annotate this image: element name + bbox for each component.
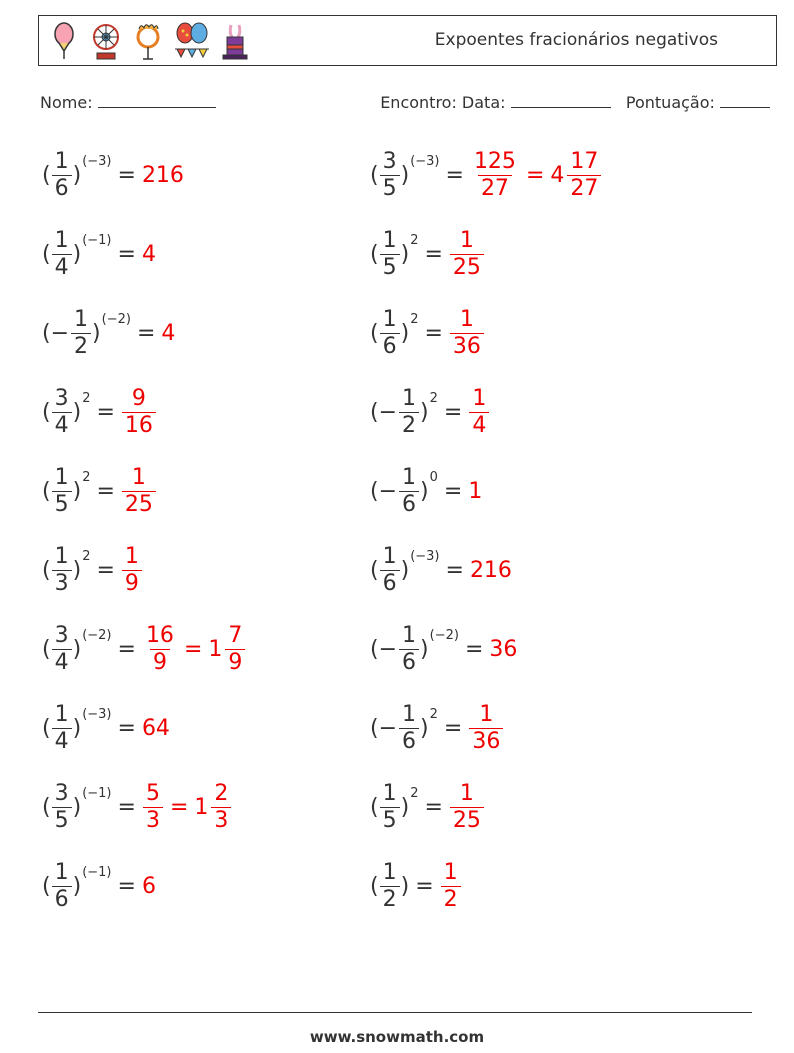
denominator: 27	[567, 175, 601, 202]
open-paren: (	[42, 478, 51, 504]
mixed-fraction	[567, 149, 601, 202]
open-paren: (	[370, 241, 379, 267]
answer	[489, 637, 517, 662]
negative-sign: −	[378, 399, 398, 425]
close-paren: )	[400, 241, 410, 267]
base-fraction	[399, 465, 419, 518]
open-paren: (	[370, 399, 379, 425]
answer-equals: =	[525, 162, 545, 188]
answer-equals: =	[183, 636, 203, 662]
footer-divider	[38, 1012, 752, 1013]
denominator: 5	[380, 254, 400, 281]
denominator: 6	[52, 175, 72, 202]
answer-integer: 6	[141, 873, 156, 899]
base-fraction	[380, 228, 400, 281]
footer-url: www.snowmath.com	[309, 1028, 485, 1046]
problem-9	[42, 461, 157, 521]
answer-fraction	[122, 465, 156, 518]
numerator: 16	[145, 622, 174, 648]
numerator: 1	[459, 227, 474, 253]
answer-integer: 4	[161, 320, 176, 346]
numerator: 1	[459, 780, 474, 806]
numerator: 1	[472, 385, 487, 411]
equals-sign: =	[96, 399, 115, 425]
problem-20	[370, 856, 462, 916]
numerator: 1	[382, 859, 397, 885]
exponent: (−2)	[82, 627, 112, 643]
numerator: 1	[54, 543, 69, 569]
answer	[468, 479, 482, 504]
answer-equals: =	[169, 794, 189, 820]
fire-ring-icon	[133, 21, 163, 61]
problem-19	[42, 856, 156, 916]
denominator: 3	[143, 807, 163, 834]
meeting-label: Encontro: Data:	[380, 93, 506, 112]
base-fraction	[380, 307, 400, 360]
base-fraction	[52, 623, 72, 676]
exponent: (−3)	[410, 153, 440, 169]
numerator: 1	[54, 464, 69, 490]
exponent: 2	[82, 548, 91, 564]
base-fraction	[399, 702, 419, 755]
problem-18	[370, 777, 485, 837]
exponent: 2	[410, 232, 419, 248]
denominator: 2	[399, 412, 419, 439]
mixed-whole: 1	[208, 636, 223, 662]
close-paren: )	[400, 320, 410, 346]
base-fraction	[52, 544, 72, 597]
answer	[449, 307, 485, 360]
score-label: Pontuação:	[625, 93, 715, 112]
equals-sign: =	[117, 794, 136, 820]
problem-15	[42, 698, 170, 758]
open-paren: (	[370, 715, 379, 741]
numerator: 1	[382, 780, 397, 806]
balloons-icon	[173, 21, 211, 61]
answer-fraction	[469, 702, 503, 755]
answer-integer: 216	[141, 162, 184, 188]
numerator: 1	[74, 306, 89, 332]
base-fraction	[380, 149, 400, 202]
close-paren: )	[72, 241, 82, 267]
denominator: 3	[52, 570, 72, 597]
base-fraction	[52, 781, 72, 834]
open-paren: (	[42, 399, 51, 425]
problem-12	[370, 540, 512, 600]
cotton-candy-icon	[49, 21, 79, 61]
close-paren: )	[72, 873, 82, 899]
problem-17	[42, 777, 232, 837]
exponent: (−1)	[82, 785, 112, 801]
numerator: 3	[54, 622, 69, 648]
header-box	[38, 15, 777, 66]
mixed-whole: 1	[194, 794, 209, 820]
answer	[468, 386, 490, 439]
problem-16	[370, 698, 504, 758]
denominator: 9	[225, 649, 245, 676]
denominator: 3	[211, 807, 231, 834]
base-fraction	[399, 386, 419, 439]
close-paren: )	[72, 715, 82, 741]
equals-sign: =	[117, 873, 136, 899]
equals-sign: =	[424, 241, 443, 267]
problem-7	[42, 382, 157, 442]
equals-sign: =	[443, 399, 463, 425]
exponent: (−1)	[82, 864, 112, 880]
answer	[121, 544, 143, 597]
answer	[142, 163, 184, 188]
close-paren: )	[420, 636, 429, 662]
numerator: 1	[382, 227, 397, 253]
problem-10	[370, 461, 482, 521]
close-paren: )	[400, 873, 410, 899]
open-paren: (	[370, 636, 379, 662]
denominator: 27	[478, 175, 512, 202]
open-paren: (	[370, 873, 379, 899]
header-icons	[49, 21, 249, 61]
negative-sign: −	[378, 636, 398, 662]
problem-4	[370, 224, 485, 284]
meeting-score-fields	[380, 93, 770, 112]
numerator: 1	[402, 385, 417, 411]
denominator: 2	[71, 333, 91, 360]
equals-sign: =	[424, 320, 443, 346]
numerator: 1	[382, 543, 397, 569]
base-fraction	[52, 465, 72, 518]
answer-fraction	[450, 307, 484, 360]
problem-2	[370, 145, 602, 205]
exponent: (−3)	[82, 153, 112, 169]
denominator: 5	[52, 491, 72, 518]
close-paren: )	[420, 399, 429, 425]
answer-integer: 36	[489, 636, 518, 662]
open-paren: (	[42, 557, 51, 583]
denominator: 6	[399, 728, 419, 755]
mixed-whole: 4	[550, 162, 565, 188]
equals-sign: =	[117, 241, 136, 267]
exponent: 2	[82, 390, 91, 406]
problem-6	[370, 303, 485, 363]
numerator: 7	[228, 622, 243, 648]
denominator: 6	[380, 570, 400, 597]
denominator: 25	[122, 491, 156, 518]
numerator: 9	[131, 385, 146, 411]
score-blank[interactable]	[720, 93, 770, 108]
close-paren: )	[72, 794, 82, 820]
equals-sign: =	[443, 715, 463, 741]
close-paren: )	[72, 399, 82, 425]
problem-5	[42, 303, 175, 363]
close-paren: )	[72, 478, 82, 504]
denominator: 4	[52, 412, 72, 439]
open-paren: (	[42, 873, 51, 899]
numerator: 3	[54, 780, 69, 806]
exponent: (−2)	[429, 627, 459, 643]
answer	[440, 860, 462, 913]
numerator: 17	[570, 148, 599, 174]
numerator: 2	[214, 780, 229, 806]
numerator: 1	[54, 859, 69, 885]
equals-sign: =	[445, 557, 464, 583]
denominator: 4	[52, 254, 72, 281]
magic-hat-icon	[221, 21, 249, 61]
close-paren: )	[400, 557, 410, 583]
denominator: 9	[150, 649, 170, 676]
problem-13	[42, 619, 246, 679]
ferris-wheel-icon	[89, 21, 123, 61]
denominator: 6	[399, 649, 419, 676]
equals-sign: =	[443, 478, 463, 504]
close-paren: )	[72, 636, 82, 662]
answer	[449, 228, 485, 281]
answer-integer: 216	[469, 557, 512, 583]
answer	[142, 623, 246, 676]
denominator: 6	[399, 491, 419, 518]
equals-sign: =	[415, 873, 434, 899]
open-paren: (	[370, 478, 379, 504]
negative-sign: −	[378, 715, 398, 741]
base-fraction	[52, 149, 72, 202]
base-fraction	[52, 228, 72, 281]
negative-sign: −	[378, 478, 398, 504]
problem-3	[42, 224, 156, 284]
close-paren: )	[72, 162, 82, 188]
denominator: 16	[122, 412, 156, 439]
exponent: 0	[429, 469, 438, 485]
denominator: 5	[380, 807, 400, 834]
answer-integer: 1	[468, 478, 483, 504]
numerator: 1	[402, 622, 417, 648]
denominator: 4	[469, 412, 489, 439]
answer	[142, 716, 170, 741]
exponent: (−3)	[410, 548, 440, 564]
answer-fraction	[441, 860, 461, 913]
open-paren: (	[42, 241, 51, 267]
open-paren: (	[42, 320, 51, 346]
denominator: 25	[450, 254, 484, 281]
base-fraction	[52, 860, 72, 913]
worksheet-title: Expoentes fracionários negativos	[434, 30, 718, 50]
open-paren: (	[370, 557, 379, 583]
denominator: 2	[441, 886, 461, 913]
denominator: 4	[52, 728, 72, 755]
mixed-fraction	[225, 623, 245, 676]
answer-fraction	[469, 386, 489, 439]
exponent: (−1)	[82, 232, 112, 248]
exponent: 2	[429, 390, 438, 406]
answer-integer: 64	[141, 715, 170, 741]
close-paren: )	[92, 320, 101, 346]
denominator: 25	[450, 807, 484, 834]
base-fraction	[380, 781, 400, 834]
answer-fraction	[471, 149, 519, 202]
exponent: 2	[410, 311, 419, 327]
numerator: 1	[54, 701, 69, 727]
denominator: 5	[52, 807, 72, 834]
numerator: 3	[382, 148, 397, 174]
numerator: 1	[382, 306, 397, 332]
open-paren: (	[370, 794, 379, 820]
equals-sign: =	[117, 162, 136, 188]
denominator: 2	[380, 886, 400, 913]
numerator: 1	[131, 464, 146, 490]
answer	[142, 242, 156, 267]
problem-8	[370, 382, 490, 442]
close-paren: )	[400, 794, 410, 820]
denominator: 6	[380, 333, 400, 360]
answer-integer: 4	[141, 241, 156, 267]
numerator: 1	[402, 701, 417, 727]
exponent: 2	[82, 469, 91, 485]
open-paren: (	[42, 162, 51, 188]
close-paren: )	[420, 715, 429, 741]
numerator: 1	[54, 148, 69, 174]
base-fraction	[399, 623, 419, 676]
negative-sign: −	[50, 320, 70, 346]
exponent: (−3)	[82, 706, 112, 722]
problem-11	[42, 540, 143, 600]
problem-1	[42, 145, 184, 205]
numerator: 125	[473, 148, 516, 174]
base-fraction	[71, 307, 91, 360]
base-fraction	[380, 544, 400, 597]
equals-sign: =	[96, 478, 115, 504]
denominator: 36	[450, 333, 484, 360]
answer-fraction	[122, 386, 156, 439]
answer-fraction	[143, 623, 177, 676]
numerator: 1	[443, 859, 458, 885]
numerator: 1	[459, 306, 474, 332]
equals-sign: =	[117, 636, 136, 662]
mixed-fraction	[211, 781, 231, 834]
answer	[142, 874, 156, 899]
open-paren: (	[42, 794, 51, 820]
equals-sign: =	[96, 557, 115, 583]
denominator: 6	[52, 886, 72, 913]
answer	[470, 558, 512, 583]
denominator: 5	[380, 175, 400, 202]
name-label: Nome:	[40, 93, 93, 112]
open-paren: (	[42, 636, 51, 662]
close-paren: )	[400, 162, 410, 188]
answer-fraction	[122, 544, 142, 597]
numerator: 1	[124, 543, 139, 569]
name-field	[40, 93, 216, 112]
answer	[161, 321, 175, 346]
base-fraction	[52, 702, 72, 755]
close-paren: )	[420, 478, 429, 504]
exponent: 2	[410, 785, 419, 801]
denominator: 4	[52, 649, 72, 676]
open-paren: (	[370, 320, 379, 346]
date-blank[interactable]	[511, 93, 611, 108]
answer	[121, 465, 157, 518]
numerator: 1	[402, 464, 417, 490]
numerator: 1	[479, 701, 494, 727]
base-fraction	[52, 386, 72, 439]
answer-fraction	[143, 781, 163, 834]
equals-sign: =	[136, 320, 156, 346]
answer	[470, 149, 602, 202]
equals-sign: =	[117, 715, 136, 741]
close-paren: )	[72, 557, 82, 583]
answer-fraction	[450, 228, 484, 281]
answer	[121, 386, 157, 439]
denominator: 36	[469, 728, 503, 755]
base-fraction	[380, 860, 400, 913]
exponent: (−2)	[101, 311, 131, 327]
numerator: 1	[54, 227, 69, 253]
answer	[449, 781, 485, 834]
answer	[142, 781, 232, 834]
equals-sign: =	[424, 794, 443, 820]
equals-sign: =	[445, 162, 464, 188]
numerator: 3	[54, 385, 69, 411]
answer-fraction	[450, 781, 484, 834]
open-paren: (	[42, 715, 51, 741]
equals-sign: =	[464, 636, 484, 662]
denominator: 9	[122, 570, 142, 597]
numerator: 5	[145, 780, 160, 806]
problem-14	[370, 619, 517, 679]
open-paren: (	[370, 162, 379, 188]
answer	[468, 702, 504, 755]
name-blank[interactable]	[98, 93, 216, 108]
exponent: 2	[429, 706, 438, 722]
